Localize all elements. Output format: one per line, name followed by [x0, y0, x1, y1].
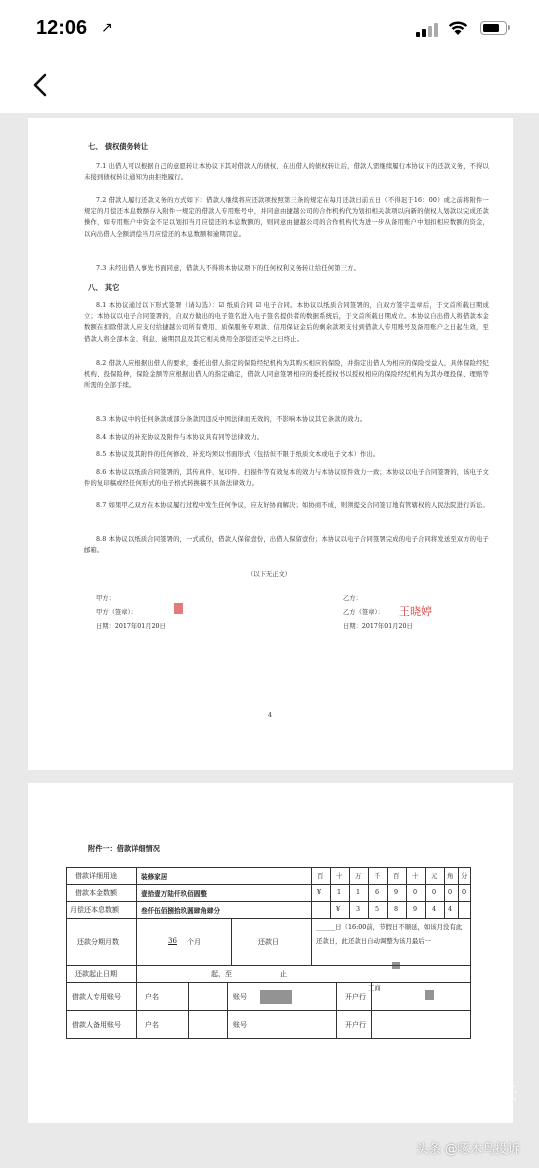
- due-day-description: ______日（16:00前，节假日不顺延，如该月没有此还款日，此还款日自动调整为该月最后一: [316, 923, 463, 945]
- clause-7-3: 7.3 未经出借人事先书面同意，借款人不得将本协议项下的任何权利义务转让给任何第三方。: [96, 265, 361, 272]
- clause-8-2: 8.2 借款人应根据出借人的要求，委托出借人指定的保险经纪机构为其购买相应的保险，并指定出借人为相应的保险受益人，具体保险经纪机构、投保险种，保险金额等应根据出借人的指定确定，借款人同意签署相应的委托授权书以授权相应的保险经纪机构为其办理投保、理赔等所需的全部手续。: [84, 360, 489, 390]
- principal-digit-1: 1: [337, 888, 342, 896]
- principal-digit-4: 9: [394, 888, 399, 896]
- clause-8-4: 8.4 本协议的补充协议及附件与本协议具有同等法律效力。: [96, 434, 264, 441]
- principal-digit-0: ¥: [317, 888, 322, 896]
- page-number: 4: [268, 712, 272, 719]
- digit-header-7: 角: [447, 872, 454, 880]
- row-label-principal: 借款本金数额: [75, 889, 117, 897]
- clause-7-2: 7.2 借款人履行还款义务的方式如下：借款人继续将应还款项按照第三条的规定在每月还款日前五日（不得迟于16：00）或之前将附件一规定的月偿还本息数额存入附件一规定的借款人专用账号中，并同意由捷越公司的合作机构代为划扣相关款项以向新的债权人划款以完成还款操作，如专用账户中资金不足以划扣当月应偿还的本息数额的，则同意由捷越公司的合作机构代为进一步从备用账户中划扣相应数额的资金，以向出借人全额清偿当月应偿还的本息数额和逾期罚息。: [84, 197, 489, 238]
- monthly-digit-2: 3: [356, 905, 361, 913]
- digit-header-8: 分: [461, 872, 468, 880]
- principal-digit-5: 0: [413, 888, 418, 896]
- backup-bank-label: 开户行: [345, 1021, 366, 1029]
- section-7-heading: 七、 债权债务转让: [88, 142, 149, 151]
- row-label-monthly: 月偿还本息数额: [70, 906, 119, 914]
- row-label-term: 还款分期月数: [77, 938, 119, 946]
- primary-bank-label: 开户行: [345, 993, 366, 1001]
- nav-bar: [0, 58, 539, 113]
- monthly-amount-words: 叁仟伍佰捌拾玖圆肆角肆分: [141, 907, 221, 915]
- digit-header-5: 十: [412, 872, 419, 880]
- backup-household-label: 户名: [145, 1021, 159, 1029]
- section-8-heading: 八、 其它: [88, 283, 120, 292]
- row-label-purpose: 借款详细用途: [75, 872, 117, 880]
- principal-digit-6: 0: [432, 888, 437, 896]
- toutiao-watermark: 头条 @啄木鸟投诉: [416, 1141, 520, 1156]
- monthly-digit-3: 5: [375, 905, 380, 913]
- term-months-unit: 个月: [187, 938, 201, 946]
- back-chevron-icon[interactable]: [26, 68, 56, 102]
- start-from-text: 起，至: [211, 970, 232, 978]
- watermark-corner-mark: 诉: [496, 1085, 519, 1110]
- start-to-text: 止: [280, 970, 287, 978]
- party-b-signature-label: 乙方（签章）：: [343, 609, 384, 616]
- monthly-digit-1: ¥: [336, 905, 341, 913]
- principal-amount-words: 壹拾壹万陆仟玖佰圆整: [141, 890, 207, 898]
- term-months-value: 36: [168, 937, 177, 945]
- monthly-digit-7: 4: [448, 905, 453, 913]
- clause-7-1: 7.1 出借人可以根据自己的意愿转让本协议下其对借款人的债权、在出借人的债权转让后，借款人需继续履行本协议下的还款义务，不得以未接到债权转让通知为由拒绝履行。: [84, 163, 489, 182]
- status-bar: [0, 0, 539, 58]
- wifi-icon: [448, 20, 468, 36]
- redacted-account-number: [260, 990, 292, 1004]
- cellular-signal-icon: [416, 22, 438, 37]
- digit-header-4: 百: [393, 872, 400, 880]
- primary-account-label: 账号: [233, 993, 247, 1001]
- clause-8-6: 8.6 本协议以纸质合同签署的，其传真件、复印件、扫描件等有效复本的效力与本协议原件效力一致；本协议以电子合同签署的，该电子文件的复印稿或经任何形式的电子格式转换稿不具备法律效力。: [84, 469, 489, 488]
- clause-8-5: 8.5 本协议及其附件的任何修改、补充均须以书面形式（包括但不限于纸质文本或电子文本）作出。: [96, 451, 380, 458]
- document-annex-page: [28, 783, 513, 1123]
- row-label-account-backup: 借款人备用账号: [72, 1021, 121, 1029]
- clause-8-1: 8.1 本协议通过以下形式签署（请勾选）：☑ 纸质合同 ☑ 电子合同。本协议以纸质合同签署的，自双方签字盖章后，于文首所载日期成立；本协议以电子合同签署的，自双方做出的电子签名进入电子签名提供者的数据系统后，于文首所载日期成立。本协议自出借人将借款本金数额在扣除借款人应支付给捷越公司所有费用、质保服务专项款、信用保证金后的剩余款项支付到借款人专用账号及备用账户之日起生效，至借款人将全部本金、利息、逾期罚息及其它相关费用全部偿还完毕之日终止。: [84, 302, 489, 343]
- bank-name-fragment: 工商: [368, 984, 381, 992]
- row-label-account-primary: 借款人专用账号: [72, 993, 121, 1001]
- location-arrow-icon: ↗: [101, 20, 113, 36]
- principal-digit-3: 6: [375, 888, 380, 896]
- row-label-start-end: 还款起止日期: [75, 970, 117, 978]
- principal-digit-8: 0: [462, 888, 467, 896]
- digit-header-6: 元: [431, 872, 438, 880]
- primary-household-label: 户名: [145, 993, 159, 1001]
- party-a-label: 甲方：: [96, 595, 115, 602]
- digit-header-0: 百: [317, 872, 324, 880]
- monthly-digit-6: 4: [432, 905, 437, 913]
- redacted-mark: [392, 962, 400, 969]
- clause-8-8: 8.8 本协议以纸质合同签署的，一式贰份，借款人保留壹份，出借人保留壹份；本协议以电子合同签署完成的电子合同将发送至双方的电子邮箱。: [84, 536, 489, 555]
- party-b-label: 乙方：: [343, 595, 362, 602]
- battery-icon: [480, 21, 507, 35]
- status-time: 12:06: [36, 17, 88, 39]
- principal-digit-7: 0: [448, 888, 453, 896]
- monthly-digit-5: 9: [413, 905, 418, 913]
- principal-digit-2: 1: [356, 888, 361, 896]
- digit-header-1: 十: [336, 872, 343, 880]
- row-label-due-day: 还款日: [258, 938, 279, 946]
- no-more-text-note: （以下无正文）: [247, 571, 292, 578]
- party-a-date: 日期：2017年01月20日: [96, 623, 166, 630]
- party-a-seal-mark: [174, 603, 183, 614]
- redacted-bank-name: [425, 990, 434, 1000]
- clause-8-7: 8.7 如果甲乙双方在本协议履行过程中发生任何争议，应友好协商解决；如协商不成，则须提交合同签订地有管辖权的人民法院进行诉讼。: [96, 502, 489, 509]
- party-b-signature-name: 王晓婷: [399, 605, 432, 618]
- party-b-date: 日期：2017年01月20日: [343, 623, 413, 630]
- backup-account-label: 账号: [233, 1021, 247, 1029]
- monthly-digit-4: 8: [394, 905, 399, 913]
- digit-header-3: 千: [374, 872, 381, 880]
- loan-purpose-value: 装修家居: [141, 873, 168, 881]
- party-a-signature-label: 甲方（签章）：: [96, 609, 137, 616]
- clause-8-3: 8.3 本协议中的任何条款或部分条款因违反中国法律而无效的，不影响本协议其它条款的效力。: [96, 416, 367, 423]
- annex-title: 附件一：借款详细情况: [88, 844, 160, 853]
- digit-header-2: 万: [355, 872, 362, 880]
